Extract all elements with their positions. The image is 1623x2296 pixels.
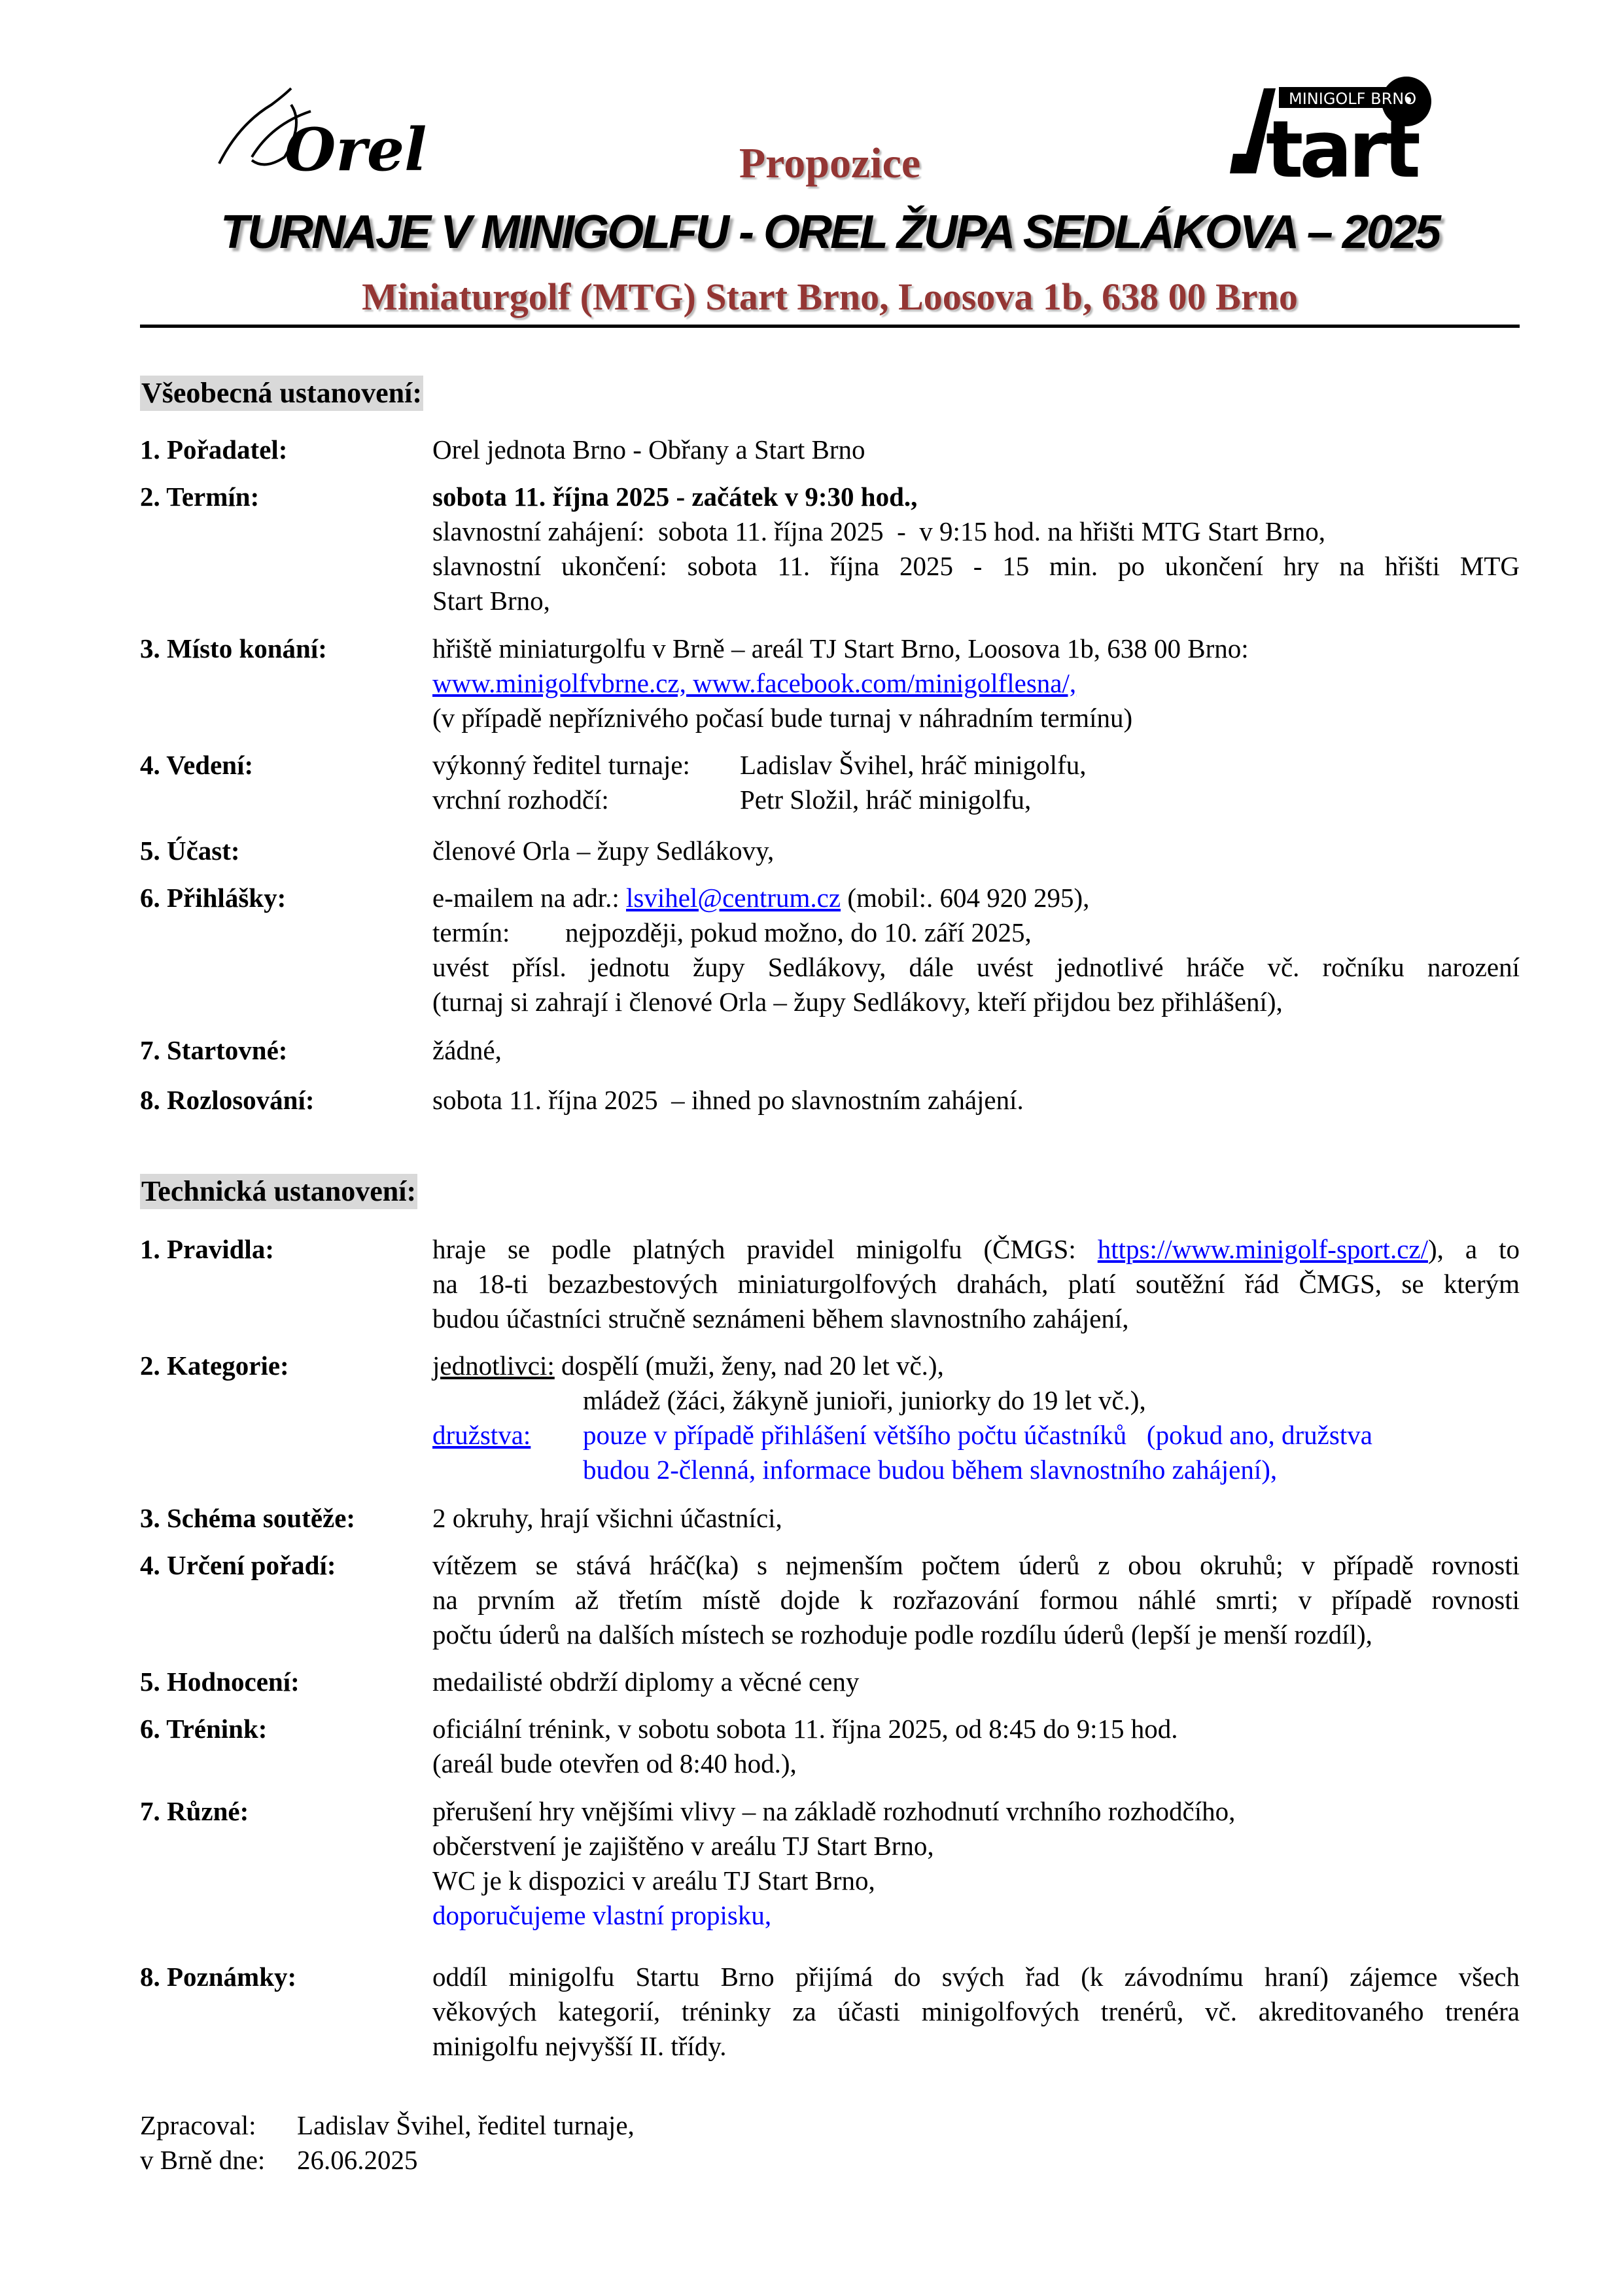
name: Ladislav Švihel, hráč minigolfu, — [740, 750, 1087, 780]
label: 7. Různé: — [140, 1796, 249, 1826]
rules-line: na 18-ti bezazbestových miniaturgolfových drahách, platí soutěžní řád ČMGS, se kterým — [432, 1269, 1520, 1299]
notes-line: věkových kategorií, tréninky za účasti minigolfových trenérů, vč. akreditovaného trenéra — [432, 1996, 1520, 2026]
misc-line: přerušení hry vnějšími vlivy – na základě rozhodnutí vrchního rozhodčího, — [432, 1796, 1236, 1826]
section-general-heading: Všeobecná ustanovení: — [140, 376, 423, 411]
value: medailisté obdrží diplomy a věcné ceny — [432, 1667, 860, 1697]
closing-cont: Start Brno, — [432, 586, 550, 616]
label: 3. Místo konání: — [140, 633, 327, 663]
misc-line: WC je k dispozici v areálu TJ Start Brno, — [432, 1865, 875, 1896]
page-title: TURNAJE V MINIGOLFU - OREL ŽUPA SEDLÁKOVA – 2025 — [220, 206, 1439, 258]
cmgs-link[interactable]: https://www.minigolf-sport.cz/ — [1097, 1234, 1428, 1264]
label: 2. Kategorie: — [140, 1351, 289, 1381]
header-divider — [140, 325, 1520, 328]
term-value: nejpozději, pokud možno, do 10. září 2025, — [565, 917, 1032, 947]
venue-links[interactable]: www.minigolfvbrne.cz, www.facebook.com/minigolflesna/, — [432, 668, 1077, 698]
value: sobota 11. října 2025 – ihned po slavnostním zahájení. — [432, 1085, 1024, 1115]
label: 8. Poznámky: — [140, 1962, 297, 1992]
ranking-line: počtu úderů na dalších místech se rozhoduje podle rozdílu úderů (lepší je menší rozdíl), — [432, 1619, 1372, 1650]
training-line: oficiální trénink, v sobotu sobota 11. října 2025, od 8:45 do 9:15 hod. — [432, 1714, 1178, 1744]
svg-text:Orel: Orel — [285, 115, 427, 183]
term-label: termín: — [432, 917, 510, 947]
mobile: (mobil:. 604 920 295), — [847, 883, 1090, 913]
rules-post: ), a to — [1427, 1234, 1520, 1264]
venue-subtitle: Miniaturgolf (MTG) Start Brno, Loosova 1b, 638 00 Brno — [362, 275, 1298, 318]
notes-line: oddíl minigolfu Startu Brno přijímá do svých řad (k závodnímu hraní) zájemce všech — [432, 1962, 1520, 1992]
adults: dospělí (muži, ženy, nad 20 let vč.), — [561, 1351, 944, 1381]
label: 6. Trénink: — [140, 1714, 268, 1744]
registration-note: (turnaj si zahrají i členové Orla – župy Sedlákovy, kteří přijdou bez přihlášení), — [432, 987, 1283, 1017]
email-prefix: e-mailem na adr.: — [432, 883, 620, 913]
opening: slavnostní zahájení: sobota 11. října 2025 - v 9:15 hod. na hřišti MTG Start Brno, — [432, 516, 1325, 546]
label: 4. Určení pořadí: — [140, 1550, 336, 1580]
individual-label: jednotlivci: — [432, 1351, 555, 1381]
label: 6. Přihlášky: — [140, 883, 287, 913]
document-type: Propozice — [739, 139, 921, 187]
role: výkonný ředitel turnaje: — [432, 750, 690, 780]
youth: mládež (žáci, žákyně junioři, juniorky do 19 let vč.), — [583, 1385, 1146, 1415]
date-value: 26.06.2025 — [297, 2145, 418, 2175]
value: členové Orla – župy Sedlákovy, — [432, 836, 775, 866]
label: 1. Pravidla: — [140, 1234, 274, 1264]
misc-line: občerstvení je zajištěno v areálu TJ Start Brno, — [432, 1831, 934, 1861]
notes-line: minigolfu nejvyšší II. třídy. — [432, 2031, 727, 2061]
label: 3. Schéma soutěže: — [140, 1503, 356, 1533]
label: 4. Vedení: — [140, 750, 254, 780]
training-line: (areál bude otevřen od 8:40 hod.), — [432, 1748, 797, 1778]
value: 2 okruhy, hrají všichni účastníci, — [432, 1503, 782, 1533]
label: 5. Hodnocení: — [140, 1667, 300, 1697]
teams-info: budou 2-členná, informace budou během slavnostního zahájení), — [583, 1455, 1278, 1485]
email-link[interactable]: lsvihel@centrum.cz — [626, 883, 841, 913]
registration-info: uvést přísl. jednotu župy Sedlákovy, dále uvést jednotlivé hráče vč. ročníku narození — [432, 952, 1520, 982]
teams-label: družstva: — [432, 1420, 531, 1450]
label: 7. Startovné: — [140, 1035, 288, 1065]
weather-note: (v případě nepříznivého počasí bude turnaj v náhradním termínu) — [432, 703, 1133, 733]
misc-line: doporučujeme vlastní propisku, — [432, 1900, 772, 1930]
date-label: v Brně dne: — [140, 2145, 266, 2175]
prepared-label: Zpracoval: — [140, 2110, 256, 2140]
label: 2. Termín: — [140, 482, 260, 512]
date-main: sobota 11. října 2025 - začátek v 9:30 hod., — [432, 482, 918, 512]
label: 5. Účast: — [140, 836, 240, 866]
ranking-line: na prvním až třetím místě dojde k rozřazování formou náhlé smrti; v případě rovnosti — [432, 1585, 1520, 1615]
section-technical-heading: Technická ustanovení: — [140, 1174, 417, 1209]
footer — [140, 2108, 1520, 2178]
rules-pre: hraje se podle platných pravidel minigolfu (ČMGS: — [432, 1234, 1076, 1264]
ranking-line: vítězem se stává hráč(ka) s nejmenším počtem úderů z obou okruhů; v případě rovnosti — [432, 1550, 1520, 1580]
label: 1. Pořadatel: — [140, 434, 288, 465]
venue-address: hřiště miniaturgolfu v Brně – areál TJ Start Brno, Loosova 1b, 638 00 Brno: — [432, 633, 1249, 663]
teams-info: pouze v případě přihlášení většího počtu účastníků (pokud ano, družstva — [583, 1420, 1372, 1450]
closing: slavnostní ukončení: sobota 11. října 2025 - 15 min. po ukončení hry na hřišti MTG — [432, 551, 1520, 581]
role: vrchní rozhodčí: — [432, 785, 609, 815]
value: žádné, — [432, 1035, 502, 1065]
prepared-value: Ladislav Švihel, ředitel turnaje, — [297, 2110, 635, 2140]
rules-line: budou účastníci stručně seznámeni během slavnostního zahájení, — [432, 1303, 1129, 1333]
name: Petr Složil, hráč minigolfu, — [740, 785, 1032, 815]
svg-text:MINIGOLF BRNO: MINIGOLF BRNO — [1289, 90, 1417, 108]
svg-text:tart: tart — [1266, 105, 1417, 183]
label: 8. Rozlosování: — [140, 1085, 315, 1115]
value: Orel jednota Brno - Obřany a Start Brno — [432, 434, 865, 465]
